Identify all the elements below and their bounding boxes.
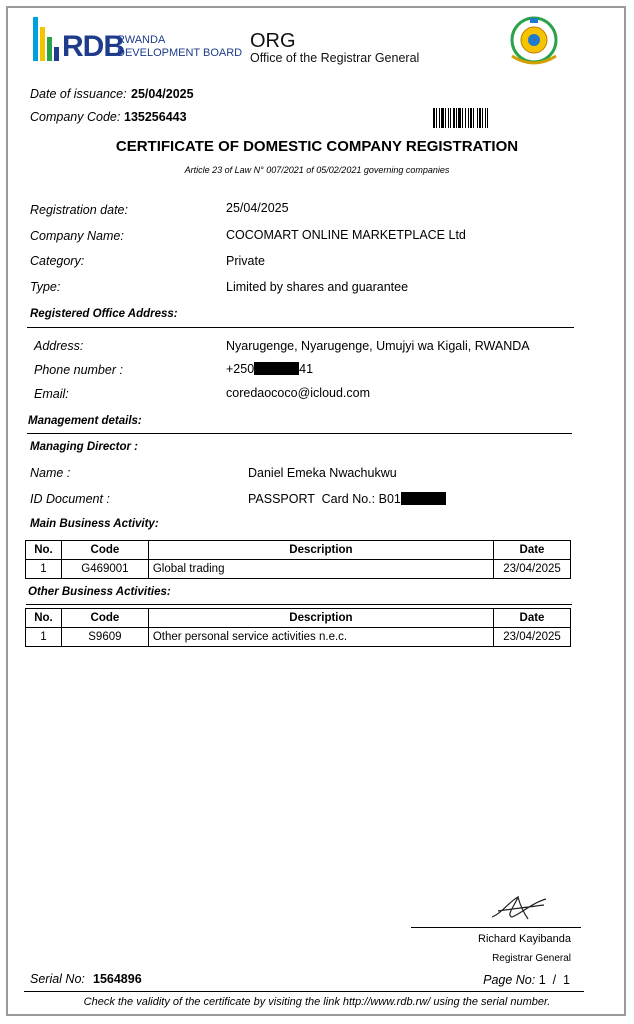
id-document-label: ID Document : (30, 492, 110, 506)
table-header-row (26, 609, 571, 628)
column-header: Code (61, 541, 148, 560)
signatory-title: Registrar General (492, 953, 571, 964)
cell-no: 1 (26, 628, 62, 647)
office-divider (27, 327, 574, 328)
barcode-icon (433, 108, 504, 128)
column-header: No. (26, 609, 62, 628)
table-row (26, 628, 571, 647)
serial-value: 1564896 (93, 972, 142, 986)
category-label: Category: (30, 254, 85, 268)
rdb-logo-abbr: RDB (62, 30, 124, 63)
table-header-row (26, 541, 571, 560)
certificate-frame (6, 6, 626, 1016)
verification-note: Check the validity of the certificate by visiting the link http://www.rdb.rw/ using the serial number. (83, 996, 551, 1008)
cell-date: 23/04/2025 (494, 628, 571, 647)
registration-date-label: Registration date: (30, 203, 128, 217)
serial-label: Serial No: (30, 972, 85, 986)
office-heading: Registered Office Address: (30, 308, 178, 320)
email-label: Email: (34, 387, 69, 401)
page-number: Page No: 1 / 1 (483, 973, 570, 987)
cell-description: Other personal service activities n.e.c. (148, 628, 493, 647)
id-document-value: PASSPORT Card No.: B01 (248, 492, 446, 506)
management-heading: Management details: (28, 415, 142, 427)
phone-label: Phone number : (34, 363, 123, 377)
certificate-title: CERTIFICATE OF DOMESTIC COMPANY REGISTRATION (115, 138, 519, 155)
column-header: No. (26, 541, 62, 560)
column-header: Date (494, 541, 571, 560)
other-activities-divider (26, 604, 572, 605)
company-code-value: 135256443 (124, 110, 187, 124)
email-value: coredaococo@icloud.com (226, 386, 371, 400)
director-name-value: Daniel Emeka Nwachukwu (248, 466, 397, 480)
other-activities-table (25, 608, 571, 647)
phone-value: +250 41 (226, 362, 314, 376)
issuance-value: 25/04/2025 (131, 87, 194, 101)
category-value: Private (226, 254, 265, 268)
cell-code: S9609 (61, 628, 148, 647)
company-name-label: Company Name: (30, 229, 124, 243)
director-name-label: Name : (30, 466, 71, 480)
company-code-label: Company Code: (30, 110, 121, 124)
main-activity-table (25, 540, 571, 579)
rdb-logo-bars-icon (33, 17, 59, 61)
cell-description: Global trading (148, 560, 493, 579)
table-row (26, 560, 571, 579)
other-activities-heading: Other Business Activities: (28, 586, 171, 598)
address-value: Nyarugenge, Nyarugenge, Umujyi wa Kigali, RWANDA (226, 339, 530, 353)
issuance-label: Date of issuance: (30, 87, 127, 101)
registration-date-value: 25/04/2025 (226, 201, 289, 215)
column-header: Date (494, 609, 571, 628)
footer-divider (24, 991, 584, 992)
managing-director-heading: Managing Director : (30, 441, 138, 453)
certificate-subtitle: Article 23 of Law N° 007/2021 of 05/02/2021 governing companies (184, 165, 450, 175)
signature-icon (488, 893, 550, 923)
company-name-value: COCOMART ONLINE MARKETPLACE Ltd (226, 228, 466, 242)
address-label: Address: (34, 339, 84, 353)
management-divider (27, 433, 572, 434)
type-label: Type: (30, 280, 61, 294)
redaction-box (254, 362, 299, 375)
rdb-logo-name: RWANDA DEVELOPMENT BOARD (117, 34, 243, 59)
main-activity-heading: Main Business Activity: (30, 518, 159, 530)
rwanda-coat-of-arms-icon (506, 16, 562, 68)
column-header: Description (148, 609, 493, 628)
cell-no: 1 (26, 560, 62, 579)
cell-code: G469001 (61, 560, 148, 579)
column-header: Description (148, 541, 493, 560)
cell-date: 23/04/2025 (494, 560, 571, 579)
type-value: Limited by shares and guarantee (226, 280, 409, 294)
org-heading: ORG (250, 30, 296, 52)
signatory-name: Richard Kayibanda (478, 933, 571, 945)
org-subheading: Office of the Registrar General (250, 51, 420, 65)
signature-line (411, 927, 581, 928)
redaction-box (401, 492, 446, 505)
column-header: Code (61, 609, 148, 628)
